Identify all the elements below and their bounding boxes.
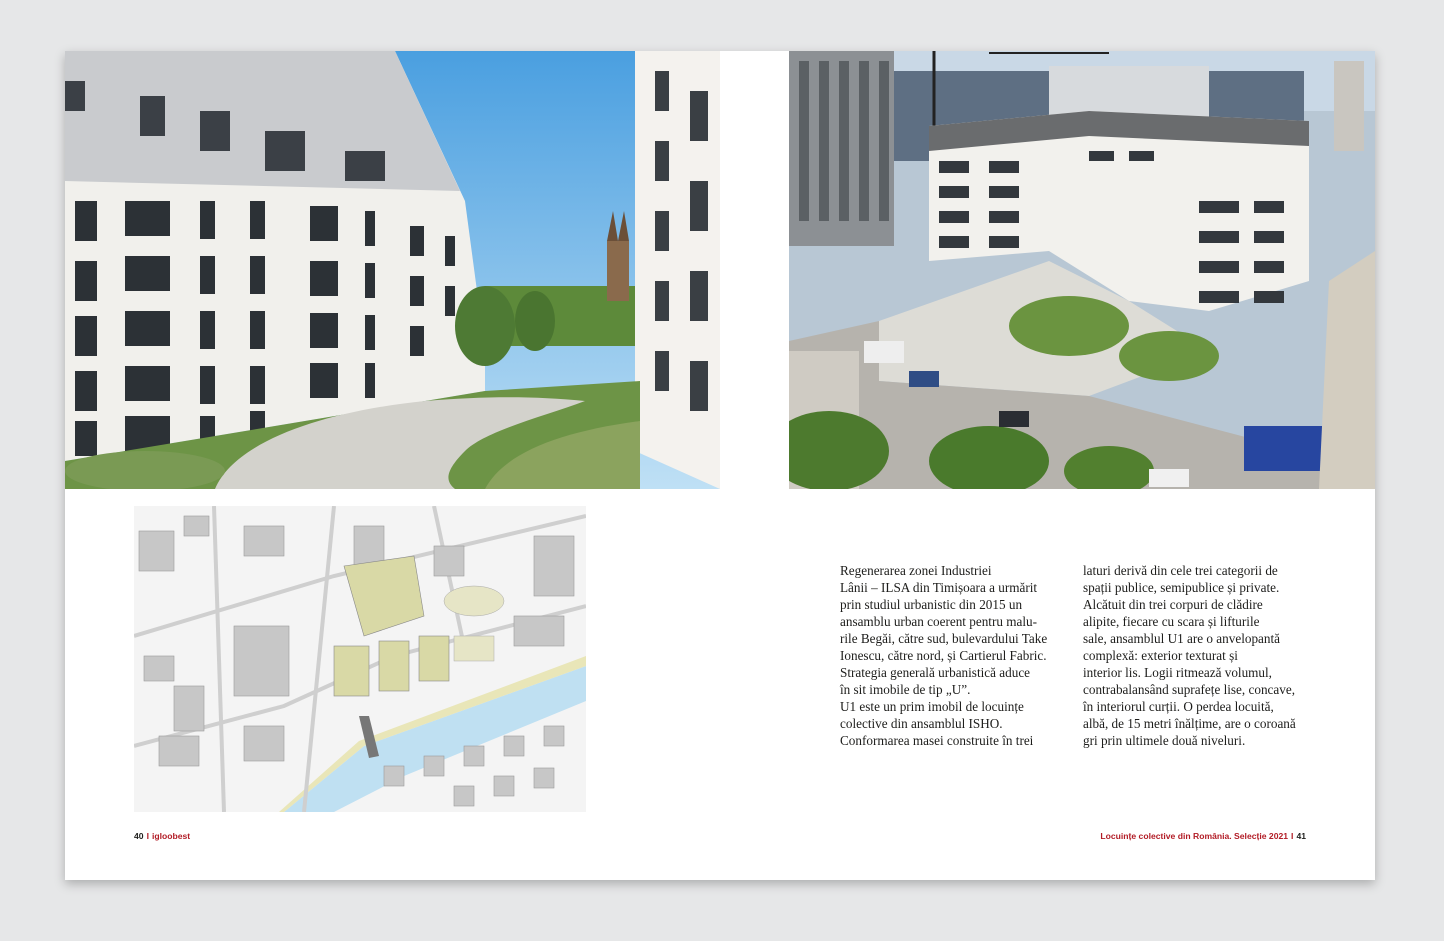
publication-title: Locuințe colective din România. Selecție 2021 bbox=[1100, 831, 1289, 841]
magazine-spread bbox=[65, 51, 1375, 880]
page-number: 41 bbox=[1296, 831, 1306, 841]
site-plan-drawing bbox=[134, 506, 586, 812]
courtyard-photo bbox=[65, 51, 720, 489]
aerial-photo bbox=[789, 51, 1375, 489]
right-folio bbox=[1100, 831, 1306, 841]
folio-separator: I bbox=[146, 831, 149, 841]
page-number: 40 bbox=[134, 831, 144, 841]
article-column-1 bbox=[840, 562, 1065, 749]
article-text: Regenerarea zonei Industriei Lânii – ILSA din Timișoara a urmărit prin studiul urbanistic din 2015 un ansamblu urban coerent pentru malu- rile Begăi, către sud, bulevardului Take Ionescu, către nord, și Cartierul Fabric. Strategia generală urbanistică aduce în sit imobile de tip „U”. U1 este un prim imobil de locuințe colective din ansamblul ISHO. Conformarea masei construite în trei bbox=[840, 563, 1048, 748]
article-column-2 bbox=[1083, 562, 1308, 749]
left-folio bbox=[134, 831, 190, 841]
article-text: laturi derivă din cele trei categorii de spații publice, semipublice și private. Alcătuit din trei corpuri de clădire alipite, fiecare cu scara și lifturile sale, ansamblul U1 are o anvelopantă complexă: exterior texturat și interior lis. Logii ritmează volumul, contrabalansând suprafețe lise, concave, în interiorul curții. O perdea locuită, albă, de 15 metri înălțime, are o coroană gri prin ultimele două niveluri. bbox=[1083, 563, 1296, 748]
brand-name: igloobest bbox=[151, 831, 191, 841]
folio-separator: I bbox=[1291, 831, 1294, 841]
